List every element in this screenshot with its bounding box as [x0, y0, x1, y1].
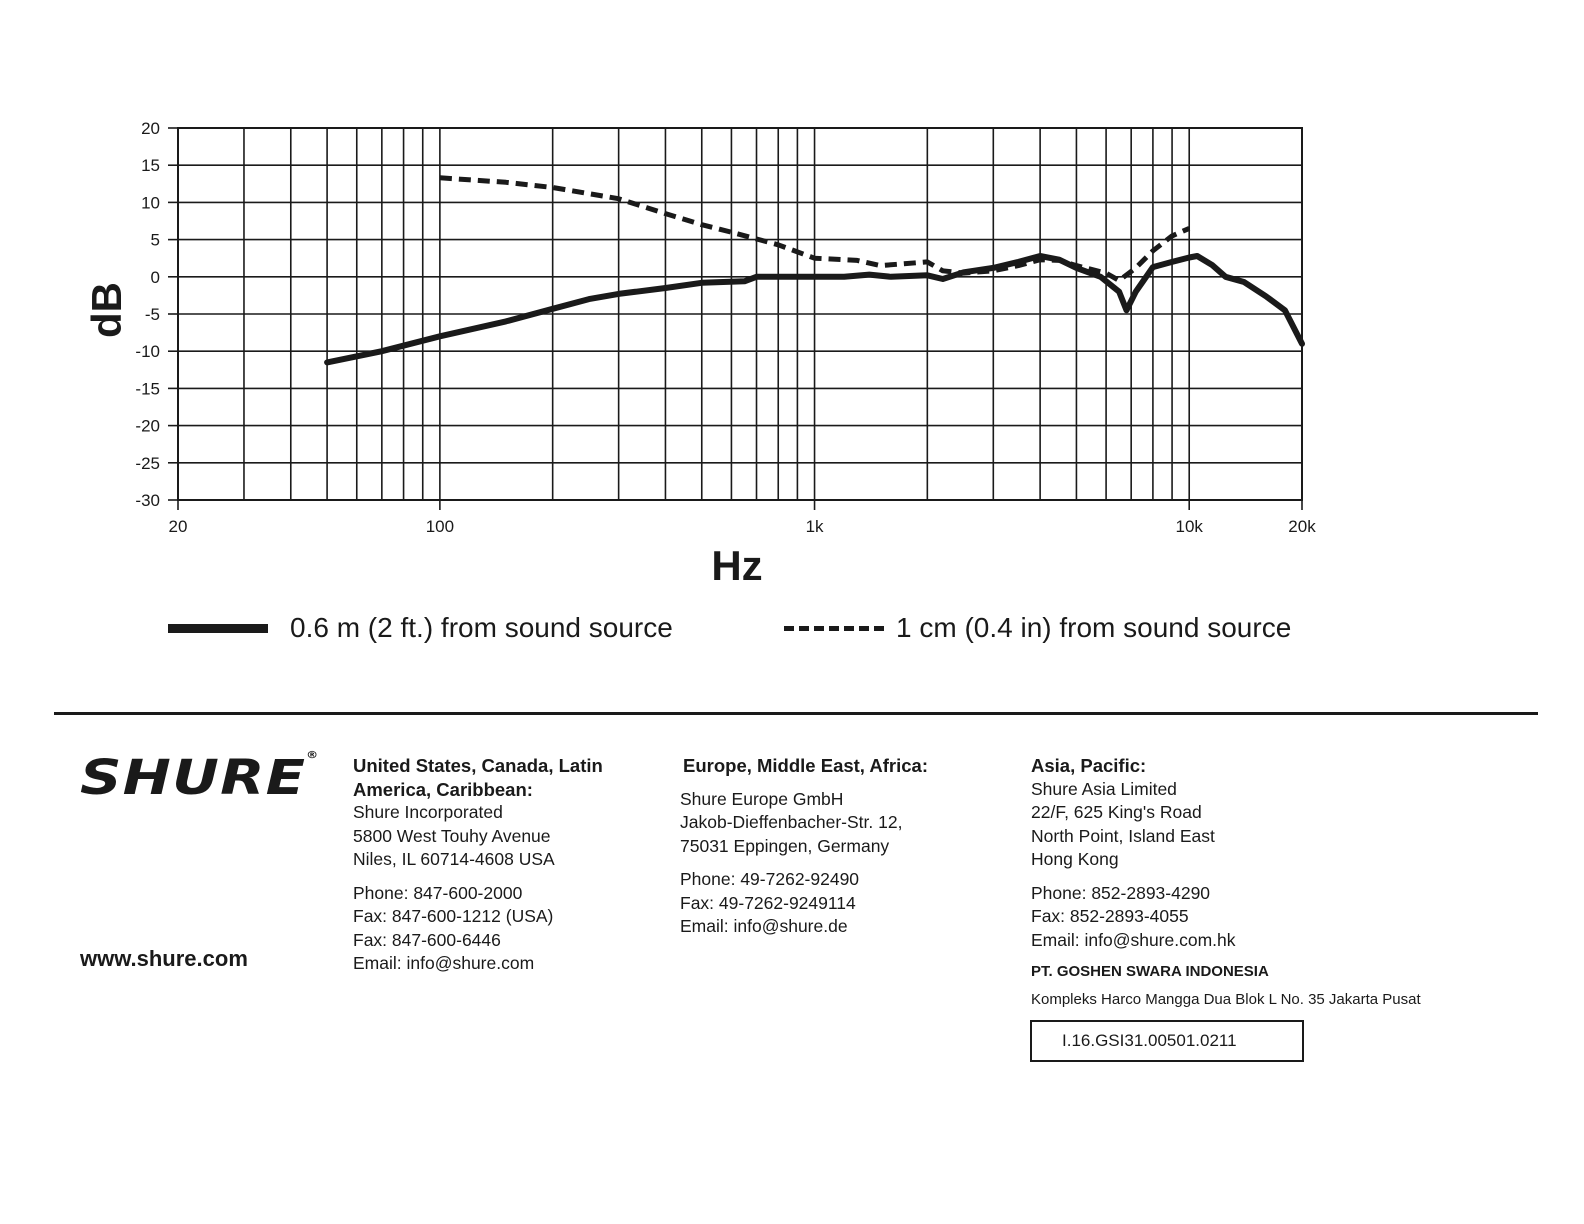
- y-tick-label: 20: [141, 119, 160, 138]
- ap-district: North Point, Island East: [1031, 825, 1215, 846]
- y-tick-label: 10: [141, 193, 160, 213]
- x-tick-label: 1k: [805, 517, 824, 536]
- y-tick-label: -20: [135, 416, 160, 436]
- x-axis-label: Hz: [711, 542, 763, 589]
- y-tick-label: -5: [144, 305, 160, 324]
- eu-fax: Fax: 49-7262-9249114: [680, 892, 856, 913]
- distributor-name: PT. GOSHEN SWARA INDONESIA: [1031, 963, 1269, 980]
- distributor-address: Kompleks Harco Mangga Dua Blok L No. 35 Jakarta Pusat: [1031, 990, 1421, 1008]
- website-link[interactable]: www.shure.com: [80, 946, 248, 971]
- document-code-box: [1030, 1020, 1304, 1062]
- legend-dashed-line-swatch: [784, 626, 884, 631]
- registered-mark: ®: [306, 750, 320, 761]
- ap-company: Shure Asia Limited: [1031, 778, 1177, 799]
- eu-heading: Europe, Middle East, Africa:: [683, 755, 928, 776]
- y-axis-label: dB: [83, 282, 130, 338]
- y-tick-label: 15: [141, 156, 160, 176]
- chart-tick-labels: [135, 119, 1316, 536]
- legend-solid-label: 0.6 m (2 ft.) from sound source: [290, 612, 673, 643]
- us-email[interactable]: Email: info@shure.com: [353, 953, 535, 973]
- contact-europe: [680, 754, 980, 939]
- x-tick-label: 20k: [1288, 517, 1316, 536]
- us-fax-2: Fax: 847-600-6446: [353, 929, 501, 950]
- y-tick-label: -25: [135, 453, 160, 473]
- y-tick-label: 5: [150, 230, 160, 250]
- y-tick-label: -15: [135, 379, 160, 399]
- shure-logo: [80, 750, 319, 806]
- footer-divider: [54, 712, 1538, 715]
- ap-heading: Asia, Pacific:: [1031, 755, 1147, 776]
- us-heading-line1: United States, Canada, Latin: [353, 755, 603, 776]
- y-tick-label: 0: [150, 267, 160, 287]
- eu-city: 75031 Eppingen, Germany: [680, 835, 890, 856]
- us-fax-1: Fax: 847-600-1212 (USA): [353, 906, 554, 926]
- ap-phone: Phone: 852-2893-4290: [1031, 882, 1211, 903]
- legend-item-dashed: [784, 608, 1291, 648]
- us-street: 5800 West Touhy Avenue: [353, 825, 551, 846]
- ap-fax: Fax: 852-2893-4055: [1031, 906, 1189, 926]
- legend-item-solid: [168, 608, 673, 648]
- ap-email[interactable]: Email: info@shure.com.hk: [1031, 929, 1236, 950]
- legend-solid-line-swatch: [168, 624, 268, 633]
- eu-phone: Phone: 49-7262-92490: [680, 869, 860, 889]
- ap-city: Hong Kong: [1031, 849, 1119, 869]
- eu-company: Shure Europe GmbH: [680, 788, 844, 809]
- eu-email[interactable]: Email: info@shure.de: [680, 916, 848, 936]
- x-tick-label: 10k: [1175, 517, 1203, 536]
- us-phone: Phone: 847-600-2000: [353, 882, 523, 903]
- contact-asia: [1031, 754, 1531, 1011]
- frequency-response-chart: [0, 0, 1584, 600]
- us-company: Shure Incorporated: [353, 802, 503, 822]
- us-city: Niles, IL 60714-4608 USA: [353, 849, 555, 869]
- ap-street: 22/F, 625 King's Road: [1031, 802, 1202, 822]
- eu-street: Jakob-Dieffenbacher-Str. 12,: [680, 812, 903, 832]
- us-heading-line2: America, Caribbean:: [353, 778, 533, 800]
- logo-text: SHURE: [80, 750, 307, 806]
- legend-dashed-label: 1 cm (0.4 in) from sound source: [896, 612, 1292, 643]
- x-tick-label: 20: [168, 517, 188, 536]
- y-tick-label: -30: [135, 491, 160, 510]
- y-tick-label: -10: [135, 342, 160, 362]
- document-code: I.16.GSI31.00501.0211: [1062, 1031, 1237, 1050]
- contact-us: [353, 754, 653, 976]
- chart-grid: [168, 128, 1302, 510]
- x-tick-label: 100: [425, 517, 455, 536]
